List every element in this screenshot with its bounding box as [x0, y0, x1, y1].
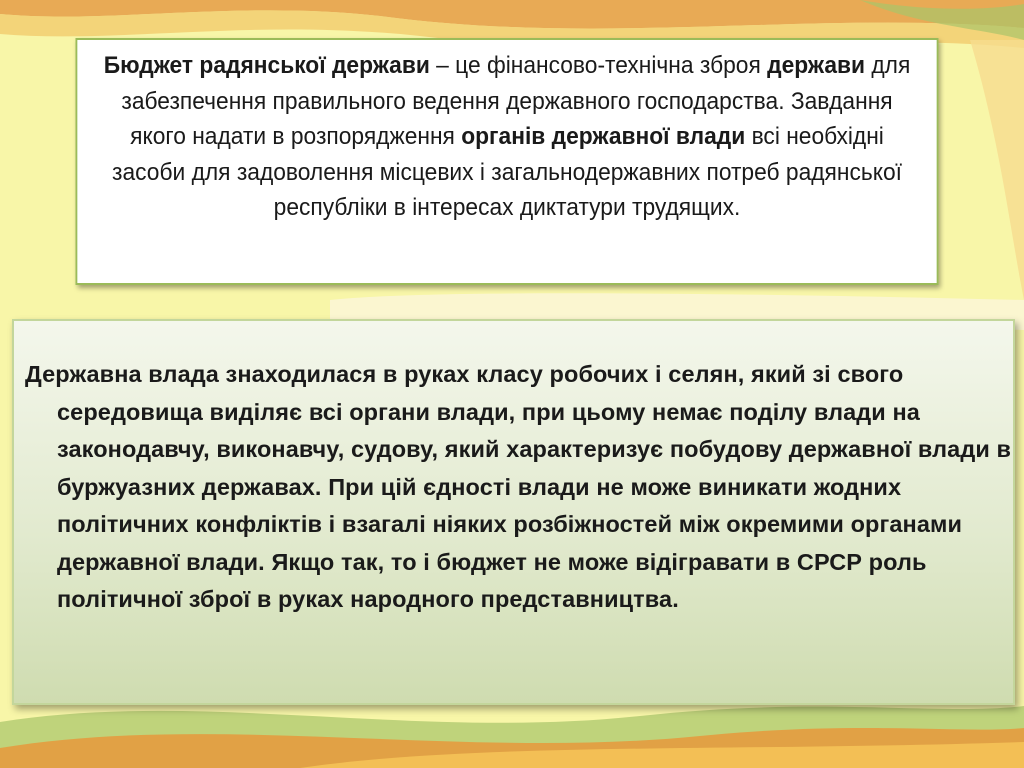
definition-text-2: для забезпечення правильного ведення державного господарства. Завдання якого надати в розпорядження	[121, 52, 911, 150]
definition-box	[75, 38, 938, 285]
definition-text-3: всі необхідні засоби для задоволення місцевих і загальнодержавних потреб радянської республіки в інтересах диктатури трудящих.	[112, 123, 902, 221]
definition-bold-2: органів державної влади	[461, 123, 746, 150]
definition-text-1: – це фінансово-технічна зброя	[429, 52, 768, 79]
definition-bold-1: держави	[767, 52, 866, 79]
definition-term: Бюджет радянської держави	[103, 52, 430, 79]
explanation-paragraph: Державна влада знаходилася в руках класу робочих і селян, який зі свого середовища виділяє всі органи влади, при цьому немає поділу влади на законодавчу, виконавчу, судову, який характеризує побудову державної влади в буржуазних державах. При цій єдності влади не може виникати жодних політичних конфліктів і взагалі ніяких розбіжностей між окремими органами державної влади. Якщо так, то і бюджет не може відігравати в СРСР роль політичної зброї в руках народного представництва.	[25, 361, 1012, 612]
